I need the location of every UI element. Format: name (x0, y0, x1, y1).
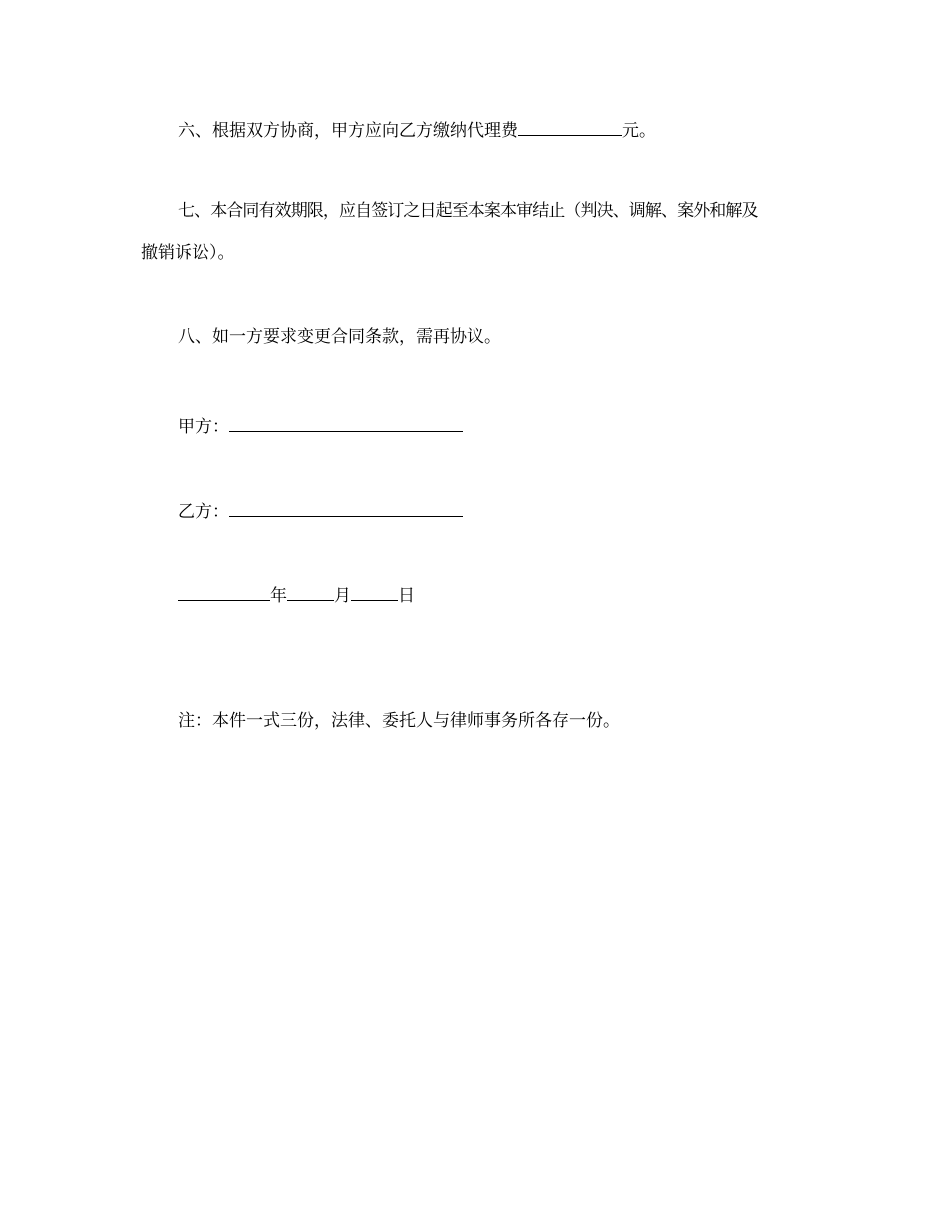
clause-6 (178, 117, 656, 141)
date-line (178, 582, 415, 606)
month-label: 月 (334, 586, 351, 606)
clause-8-text: 八、如一方要求变更合同条款，需再协议。 (178, 327, 501, 347)
clause-7-text-1: 七、本合同有效期限，应自签订之日起至本案本审结止（判决、调解、案外和解及 (178, 201, 758, 221)
party-a-label: 甲方： (178, 417, 229, 437)
party-b-blank (229, 498, 463, 517)
note-text: 注：本件一式三份，法律、委托人与律师事务所各存一份。 (178, 711, 620, 731)
year-blank (178, 582, 270, 601)
year-label: 年 (270, 586, 287, 606)
month-blank (287, 582, 334, 601)
party-a-signature (178, 413, 463, 437)
day-blank (351, 582, 398, 601)
clause-7-line-2 (141, 243, 235, 263)
clause-6-suffix: 元。 (622, 121, 656, 141)
clause-8 (178, 327, 501, 347)
party-b-signature (178, 498, 463, 522)
clause-7-text-2: 撤销诉讼）。 (141, 243, 235, 263)
day-label: 日 (398, 586, 415, 606)
clause-7-line-1 (178, 201, 758, 221)
party-b-label: 乙方： (178, 502, 229, 522)
note (178, 711, 620, 731)
party-a-blank (229, 413, 463, 432)
clause-6-text: 六、根据双方协商，甲方应向乙方缴纳代理费 (178, 121, 518, 141)
fee-amount-blank (518, 117, 622, 136)
